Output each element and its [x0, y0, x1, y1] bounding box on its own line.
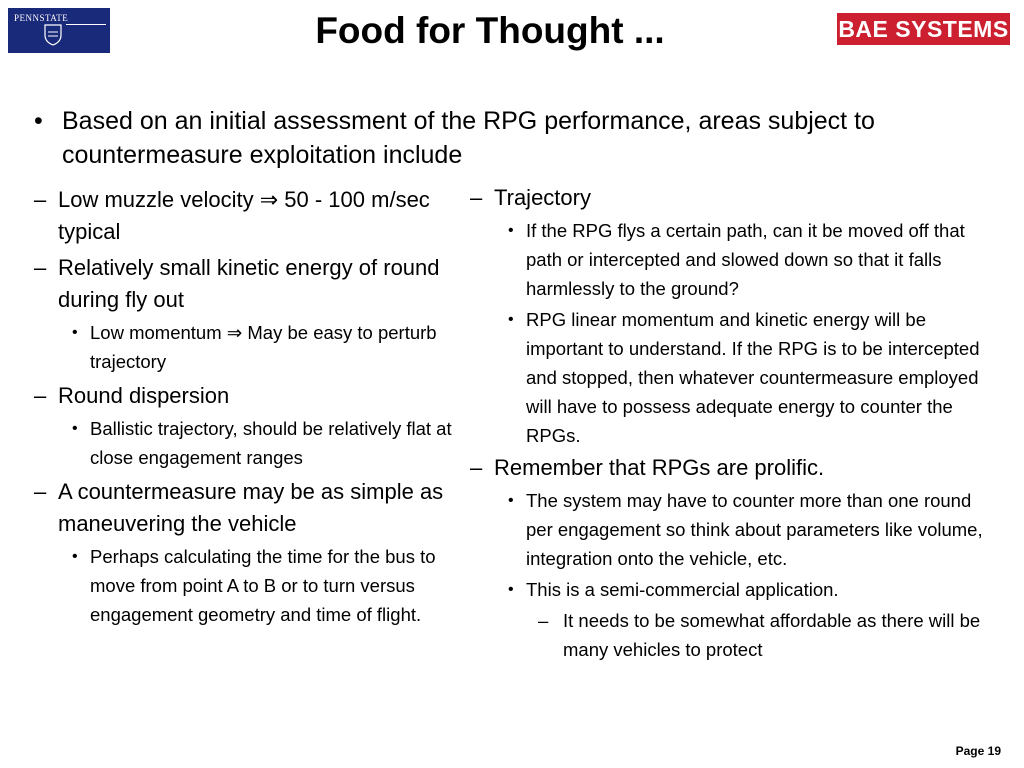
sub-list-item-text: This is a semi-commercial application. [526, 579, 839, 600]
list-item-text: A countermeasure may be as simple as maneuvering the vehicle [58, 479, 444, 536]
sub-list-item: • The system may have to counter more than one round per engagement so think about parameters like volume, integration onto the vehicle, etc. [508, 490, 983, 569]
list-item-text: Remember that RPGs are prolific. [494, 455, 825, 480]
intro-text: Based on an initial assessment of the RPG performance, areas subject to countermeasure exploitation include [62, 107, 875, 169]
list-item-text: Trajectory [494, 185, 591, 210]
list-item-text: Low muzzle velocity ⇒ 50 - 100 m/sec typical [58, 187, 430, 244]
bae-systems-logo: BAE SYSTEMS [837, 13, 1010, 45]
list-item: – Low muzzle velocity ⇒ 50 - 100 m/sec typical [34, 187, 430, 244]
list-item: – Round dispersion [34, 383, 230, 408]
sub-sub-list-item-text: It needs to be somewhat affordable as there will be many vehicles to protect [563, 610, 981, 660]
list-item-text: Round dispersion [58, 383, 230, 408]
list-item: – Relatively small kinetic energy of round during fly out [34, 255, 440, 312]
list-item-text: Relatively small kinetic energy of round during fly out [58, 255, 440, 312]
sub-list-item-text: If the RPG flys a certain path, can it be moved off that path or intercepted and slowed down so that it falls harmlessly to the ground? [526, 220, 965, 299]
sub-list-item: • Ballistic trajectory, should be relatively flat at close engagement ranges [72, 418, 452, 468]
list-item: – Remember that RPGs are prolific. [470, 455, 825, 480]
sub-list-item-text: Perhaps calculating the time for the bus to move from point A to B or to turn versus engagement geometry and time of flight. [90, 546, 436, 625]
list-item: – Trajectory [470, 185, 591, 210]
page-number: Page 19 [955, 744, 1001, 758]
sub-list-item-text: The system may have to counter more than one round per engagement so think about parameters like volume, integration onto the vehicle, etc. [526, 490, 983, 569]
sub-list-item-text: Ballistic trajectory, should be relatively flat at close engagement ranges [90, 418, 452, 468]
right-column [470, 180, 1000, 664]
intro-bullet [34, 104, 1004, 172]
sub-list-item: • RPG linear momentum and kinetic energy will be important to understand. If the RPG is to be intercepted and stopped, then whatever countermeasure employed will have to possess adequate energy to counter the RPGs. [508, 309, 980, 446]
pennstate-logo-text: PENNSTATE [14, 13, 69, 23]
bullet-marker: • [34, 107, 43, 135]
sub-list-item: • If the RPG flys a certain path, can it be moved off that path or intercepted and slowed down so that it falls harmlessly to the ground? [508, 220, 965, 299]
sub-list-item: • Perhaps calculating the time for the bus to move from point A to B or to turn versus engagement geometry and time of flight. [72, 546, 436, 625]
list-item: – A countermeasure may be as simple as maneuvering the vehicle [34, 479, 444, 536]
page-title: Food for Thought ... [315, 10, 665, 51]
left-column [34, 180, 454, 631]
sub-list-item-text: RPG linear momentum and kinetic energy will be important to understand. If the RPG is to be intercepted and stopped, then whatever countermeasure employed will have to possess adequate energy to counter the RPGs. [526, 309, 980, 446]
sub-sub-list-item: – It needs to be somewhat affordable as there will be many vehicles to protect [538, 610, 981, 660]
sub-list-item: • This is a semi-commercial application. [508, 579, 839, 600]
sub-list-item: • Low momentum ⇒ May be easy to perturb trajectory [72, 322, 437, 372]
sub-list-item-text: Low momentum ⇒ May be easy to perturb trajectory [90, 322, 437, 372]
